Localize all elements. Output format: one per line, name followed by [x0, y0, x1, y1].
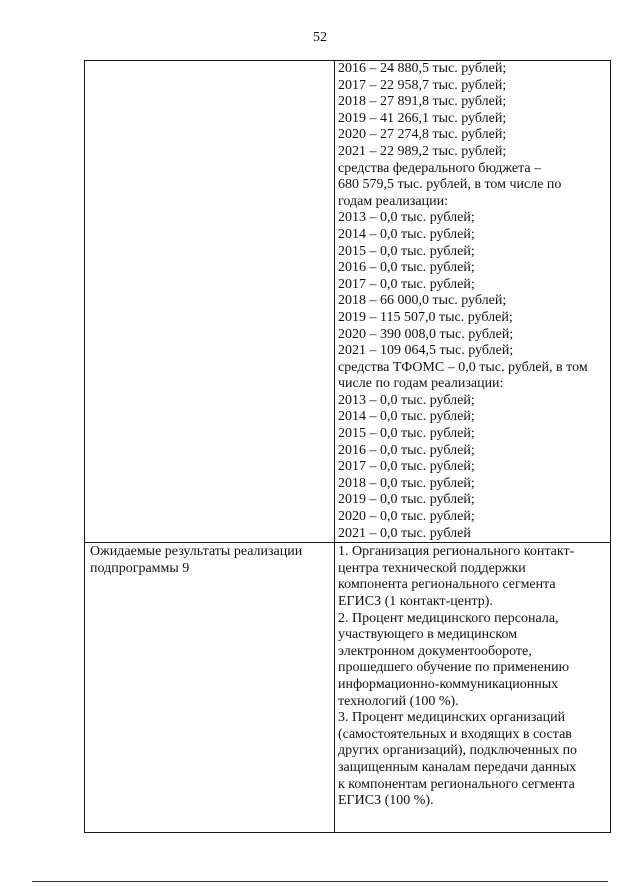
- result-line: ЕГИСЗ (100 %).: [338, 793, 434, 809]
- funding-line: 2021 – 0,0 тыс. рублей: [338, 525, 471, 541]
- funding-label-cell: [85, 61, 335, 543]
- funding-row: [85, 61, 611, 543]
- page-bottom-divider: [32, 881, 608, 882]
- result-line: технологий (100 %).: [338, 693, 459, 709]
- funding-line: 2021 – 109 064,5 тыс. рублей;: [338, 343, 514, 359]
- funding-line: 2015 – 0,0 тыс. рублей;: [338, 243, 475, 259]
- result-line: 3. Процент медицинских организаций: [338, 710, 566, 726]
- funding-line: 2020 – 0,0 тыс. рублей;: [338, 509, 475, 525]
- funding-line: 2016 – 0,0 тыс. рублей;: [338, 260, 475, 276]
- result-line: прошедшего обучение по применению: [338, 660, 570, 676]
- expected-results-row: [85, 543, 611, 833]
- funding-line: 2019 – 0,0 тыс. рублей;: [338, 492, 475, 508]
- result-line: информационно-коммуникационных: [338, 676, 559, 692]
- funding-line: средства федерального бюджета –: [338, 160, 542, 176]
- funding-line: 2019 – 115 507,0 тыс. рублей;: [338, 309, 513, 325]
- result-line: компонента регионального сегмента: [338, 577, 556, 593]
- expected-results-label: Ожидаемые результаты реализации: [90, 544, 303, 560]
- funding-line: 680 579,5 тыс. рублей, в том числе по: [338, 177, 562, 193]
- result-line: других организаций), подключенных по: [338, 743, 578, 759]
- expected-results-label-cell: [85, 543, 335, 833]
- funding-line: 2018 – 0,0 тыс. рублей;: [338, 475, 475, 491]
- funding-line: 2018 – 66 000,0 тыс. рублей;: [338, 293, 507, 309]
- result-line: центра технической поддержки: [338, 560, 526, 576]
- result-line: 2. Процент медицинского персонала,: [338, 610, 559, 626]
- funding-line: средства ТФОМС – 0,0 тыс. рублей, в том: [338, 359, 588, 375]
- funding-line: 2016 – 24 880,5 тыс. рублей;: [338, 61, 507, 76]
- funding-line: 2019 – 41 266,1 тыс. рублей;: [338, 110, 507, 126]
- result-line: электронном документообороте,: [338, 643, 532, 659]
- expected-results-value-cell: [335, 543, 611, 833]
- funding-line: 2015 – 0,0 тыс. рублей;: [338, 426, 475, 442]
- result-line: к компонентам регионального сегмента: [338, 776, 575, 792]
- result-line: участвующего в медицинском: [338, 627, 518, 643]
- funding-line: 2020 – 27 274,8 тыс. рублей;: [338, 127, 507, 143]
- result-line: ЕГИСЗ (1 контакт-центр).: [338, 594, 493, 609]
- result-line: 1. Организация регионального контакт-: [338, 544, 575, 560]
- funding-line: числе по годам реализации:: [338, 376, 504, 392]
- funding-value-cell: [335, 61, 611, 543]
- funding-line: 2017 – 22 958,7 тыс. рублей;: [338, 77, 507, 93]
- funding-line: 2021 – 22 989,2 тыс. рублей;: [338, 143, 507, 159]
- funding-line: 2016 – 0,0 тыс. рублей;: [338, 442, 475, 458]
- funding-line: 2018 – 27 891,8 тыс. рублей;: [338, 94, 507, 110]
- subprogram-passport-table: [84, 60, 611, 833]
- funding-line: 2020 – 390 008,0 тыс. рублей;: [338, 326, 514, 342]
- funding-line: 2013 – 0,0 тыс. рублей;: [338, 392, 475, 408]
- funding-line: 2017 – 0,0 тыс. рублей;: [338, 459, 475, 475]
- funding-line: 2017 – 0,0 тыс. рублей;: [338, 276, 475, 292]
- result-line: (самостоятельных и входящих в состав: [338, 726, 572, 742]
- funding-line: годам реализации:: [338, 193, 448, 209]
- page-number: 52: [313, 30, 327, 45]
- expected-results-label: подпрограммы 9: [90, 560, 190, 576]
- funding-line: 2014 – 0,0 тыс. рублей;: [338, 409, 475, 425]
- result-line: защищенным каналам передачи данных: [338, 759, 577, 775]
- funding-line: 2014 – 0,0 тыс. рублей;: [338, 226, 475, 242]
- funding-line: 2013 – 0,0 тыс. рублей;: [338, 210, 475, 226]
